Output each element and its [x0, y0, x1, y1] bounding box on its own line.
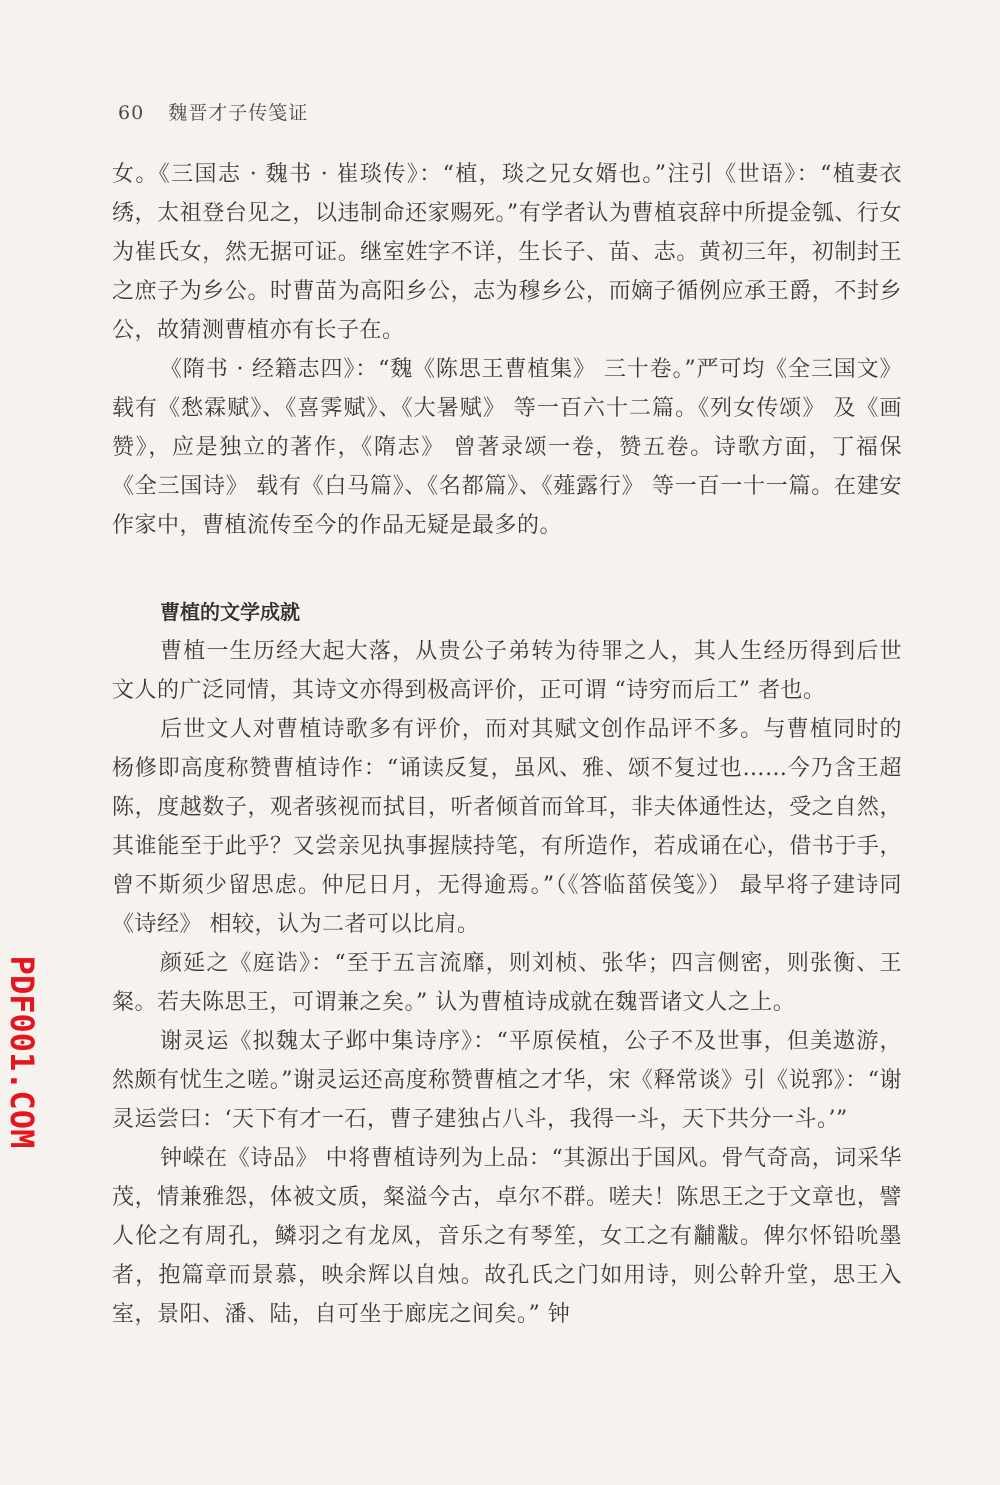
paragraph-works: 《隋书 · 经籍志四》：“魏《陈思王曹植集》 三十卷。”严可均《全三国文》 载有《愁霖赋》、《喜霁赋》、《大暑赋》 等一百六十二篇。《列女传颂》 及《画赞》，应是独立的著作，《隋志》 曾著录颂一卷，赞五卷。诗歌方面，丁福保《全三国诗》 载有《白马篇》、《名都篇》、《薤露行》 等一百一十一篇。在建安作家中，曹植流传至今的作品无疑是最多的。	[112, 357, 902, 538]
section-heading: 曹植的文学成就	[160, 600, 300, 624]
page-header	[118, 98, 308, 125]
watermark-text: PDF001.COM	[3, 955, 41, 1149]
page-body	[112, 155, 902, 1334]
book-title: 魏晋才子传笺证	[168, 102, 309, 124]
paragraph-section-1: 曹植一生历经大起大落，从贵公子弟转为待罪之人，其人生经历得到后世文人的广泛同情，其诗文亦得到极高评价，正可谓 “诗穷而后工” 者也。	[112, 639, 902, 703]
paragraph-continuation: 女。《三国志 · 魏书 · 崔琰传》：“植，琰之兄女婿也。”注引《世语》：“植妻衣绣，太祖登台见之，以违制命还家赐死。”有学者认为曹植哀辞中所提金瓠、行女为崔氏女，然无据可证。继室姓字不详，生长子、苗、志。黄初三年，初制封王之庶子为乡公。时曹苗为高阳乡公，志为穆乡公，而嫡子循例应承王爵，不封乡公，故猜测曹植亦有长子在。	[112, 162, 902, 343]
paragraph-section-5: 钟嵘在《诗品》 中将曹植诗列为上品：“其源出于国风。骨气奇高，词采华茂，情兼雅怨，体被文质，粲溢今古，卓尔不群。嗟夫！陈思王之于文章也，譬人伦之有周孔，鳞羽之有龙凤，音乐之有琴笙，女工之有黼黻。俾尔怀铅吮墨者，抱篇章而景慕，映余辉以自烛。故孔氏之门如用诗，则公幹升堂，思王入室，景阳、潘、陆，自可坐于廊庑之间矣。” 钟	[112, 1146, 902, 1327]
paragraph-section-4: 谢灵运《拟魏太子邺中集诗序》：“平原侯植，公子不及世事，但美遨游，然颇有忧生之嗟。”谢灵运还高度称赞曹植之才华，宋《释常谈》引《说郛》：“谢灵运尝曰：‘天下有才一石，曹子建独占八斗，我得一斗，天下共分一斗。’”	[112, 1029, 902, 1132]
paragraph-section-3: 颜延之《庭诰》：“至于五言流靡，则刘桢、张华；四言侧密，则张衡、王粲。若夫陈思王，可谓兼之矣。” 认为曹植诗成就在魏晋诸文人之上。	[112, 951, 902, 1015]
page-number: 60	[118, 102, 145, 124]
paragraph-section-2: 后世文人对曹植诗歌多有评价，而对其赋文创作品评不多。与曹植同时的杨修即高度称赞曹植诗作：“诵读反复，虽风、雅、颂不复过也……今乃含王超陈，度越数子，观者骇视而拭目，听者倾首而耸耳，非夫体通性达，受之自然，其谁能至于此乎？又尝亲见执事握牍持笔，有所造作，若成诵在心，借书于手，曾不斯须少留思虑。仲尼日月，无得逾焉。”（《答临菑侯笺》） 最早将子建诗同《诗经》 相较，认为二者可以比肩。	[112, 717, 902, 937]
watermark	[2, 952, 42, 1152]
